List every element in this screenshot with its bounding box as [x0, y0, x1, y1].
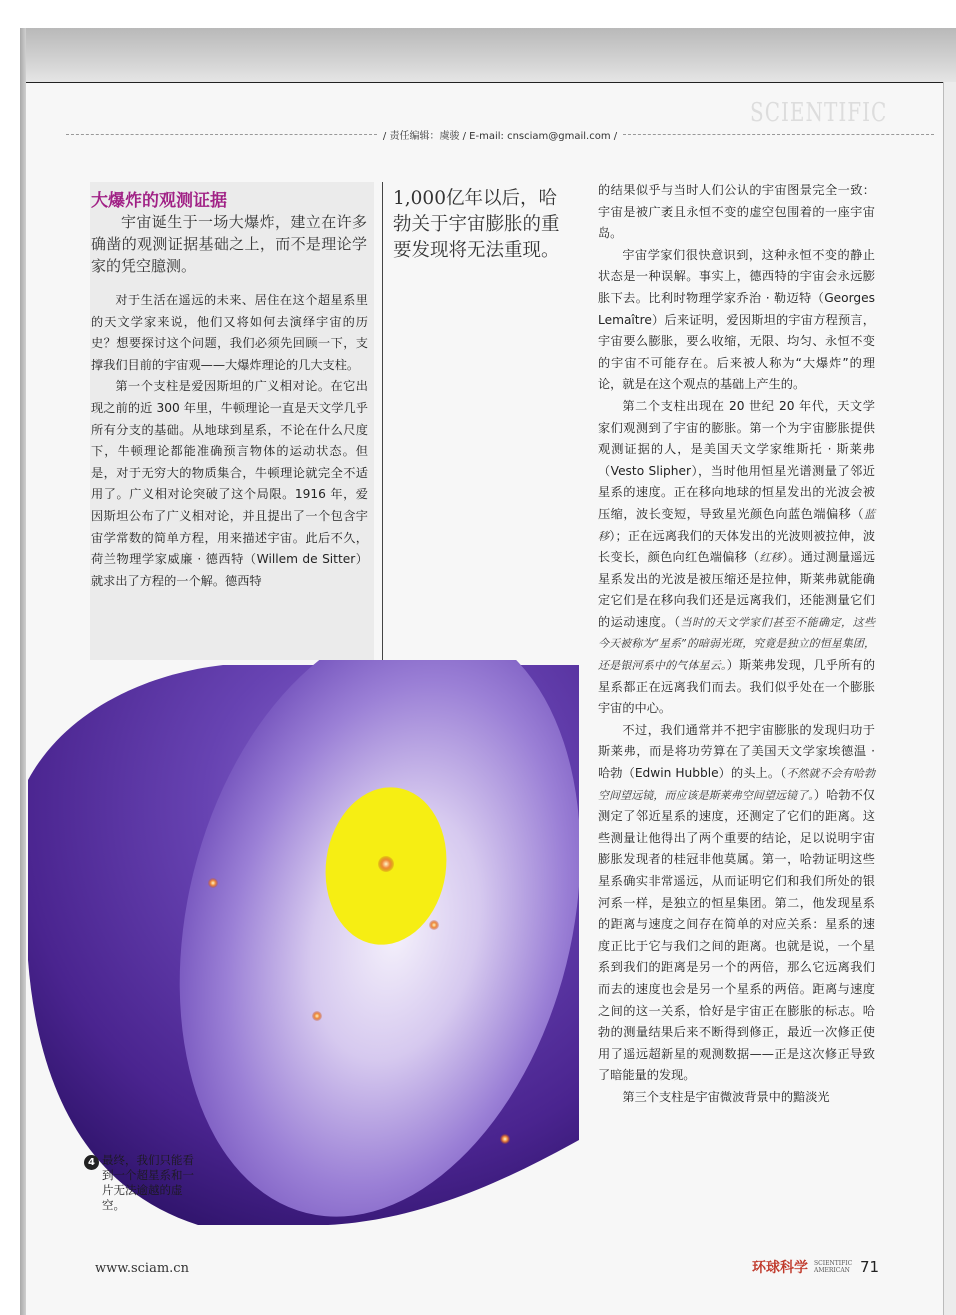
paragraph-text: ）哈勃不仅测定了邻近星系的速度，还测定了它们的距离。这些测量让他得出了两个重要的结论，足以说明宇宙膨胀发现者的桂冠非他莫属。第一，哈勃证明这些星系确实非常遥远，从而证明它们和我们所处的银河系一样，是独立的恒星集团。第二，他发现星系的距离与速度之间存在简单的对应关系：星系的速度正比于它与我们之间的距离。也就是说，一个星系到我们的距离是另一个的两倍，那么它远离我们而去的速度也会是另一个星系的两倍。距离与速度之间的这一关系，恰好是宇宙正在膨胀的标志。哈勃的测量结果后来不断得到修正，最近一次修正使用了遥远超新星的观测数据——正是这次修正导致了暗能量的发现。	[598, 787, 876, 1083]
figure-caption	[84, 1153, 194, 1213]
paragraph	[598, 396, 875, 720]
note-text: 不然就不会有哈勃空间望远镜，而应该是斯莱弗空间望远镜了。	[598, 767, 875, 802]
paragraph: 第一个支柱是爱因斯坦的广义相对论。在它出现之前的近 300 年里，牛顿理论一直是天文学几乎所有分支的基础。从地球到星系，不论在什么尺度下，牛顿理论都能准确预言物体的运动状态。但是，对于无穷大的物质集合，牛顿理论就完全不适用了。广义相对论突破了这个局限。1916 年，爱因斯坦公布了广义相对论，并且提出了一个包含宇宙学常数的简单方程，用来描述宇宙。此后不久，荷兰物理学家威廉 · 德西特（Willem de Sitter）就求出了方程的一个解。德西特	[91, 379, 368, 588]
section-lead: 宇宙诞生于一场大爆炸，建立在许多确凿的观测证据基础之上，而不是理论学家的凭空臆测。	[91, 213, 367, 275]
footer-website: www.sciam.cn	[95, 1261, 189, 1276]
hemisphere-illustration	[28, 660, 579, 1225]
page-top-rule	[26, 82, 944, 83]
paragraph-text: ）。通过测量遥远星系发出的光波是被压缩还是拉伸，斯莱弗就能确定它们是在移向我们还是远离我们，还能测量它们的运动速度。（	[598, 550, 875, 629]
note-text: 红移	[759, 551, 782, 565]
paragraph: 宇宙学家们很快意识到，这种永恒不变的静止状态是一种误解。事实上，德西特的宇宙会永远膨胀下去。比利时物理学家乔治 · 勒迈特（Georges Lemaître）后来证明，爱因斯坦的宇宙方程预言，宇宙要么膨胀，要么收缩，无限、均匀、永恒不变的宇宙不可能存在。后来被人称为“大爆炸”的理论，就是在这个观点的基础上产生的。	[598, 247, 875, 392]
section-title: 大爆炸的观测证据	[91, 191, 227, 211]
page-number: 71	[860, 1258, 880, 1276]
paragraph: 第三个支柱是宇宙微波背景中的黯淡光	[622, 1089, 830, 1104]
header-rule-left	[66, 134, 377, 135]
header-rule-right	[623, 134, 934, 135]
figure-caption-text: 最终，我们只能看到一个超星系和一片无法逾越的虚空。	[102, 1153, 194, 1212]
page-edge	[943, 82, 956, 1315]
figure-number-badge: 4	[84, 1155, 99, 1170]
note-text: 蓝移	[598, 507, 875, 543]
hemisphere-svg	[28, 660, 579, 1225]
pull-quote: 1,000亿年以后，哈勃关于宇宙膨胀的重要发现将无法重现。	[393, 188, 560, 261]
header-watermark: SCIENTIFIC	[750, 96, 888, 128]
scan-shadow-top	[20, 28, 956, 86]
note-text: 当时的天文学家们甚至不能确定，这些今天被称为“星系”的暗弱光斑，究竟是独立的恒星集团，还是银河系中的气体星云。	[598, 615, 875, 673]
paragraph-text: 第二个支柱出现在 20 世纪 20 年代，天文学家们观测到了宇宙的膨胀。第一个为宇宙膨胀提供观测证据的人，是美国天文学家维斯托 · 斯莱弗（Vesto Slipher），当时他用恒星光谱测量了邻近星系的速度。正在移向地球的恒星发出的光波会被压缩，波长变短，导致星光颜色向蓝色端偏移（	[598, 398, 875, 521]
paragraph-text: 不过，我们通常并不把宇宙膨胀的发现归功于斯莱弗，而是将功劳算在了美国天文学家埃德温 · 哈勃（Edwin Hubble）的头上。（	[598, 722, 875, 781]
paragraph: 对于生活在遥远的未来、居住在这个超星系里的天文学家来说，他们又将如何去演绎宇宙的历史？想要探讨这个问题，我们必须先回顾一下，支撑我们目前的宇宙观——大爆炸理论的几大支柱。	[91, 293, 368, 372]
distant-galaxy	[208, 878, 218, 888]
running-header	[60, 126, 940, 142]
distant-galaxy	[312, 1011, 322, 1021]
paragraph-text: ）斯莱弗发现，几乎所有的星系都正在远离我们而去。我们似乎处在一个膨胀宇宙的中心。	[598, 658, 876, 716]
editor-credit: / 责任编辑：虞骏 / E-mail: cnsciam@gmail.com /	[382, 130, 618, 142]
distant-galaxy	[429, 920, 439, 930]
distant-galaxy	[500, 1134, 510, 1144]
column-divider	[382, 182, 383, 660]
brand-chinese: 环球科学	[752, 1260, 808, 1276]
column-3-body	[598, 180, 875, 1109]
central-supergalaxy	[378, 856, 394, 872]
column-1-body	[91, 290, 368, 592]
footer-brand	[752, 1257, 879, 1277]
paragraph: 的结果似乎与当时人们公认的宇宙图景完全一致：宇宙是被广袤且永恒不变的虚空包围着的一座宇宙岛。	[598, 183, 875, 241]
brand-english: SCIENTIFIC AMERICAN	[814, 1260, 853, 1274]
paragraph	[598, 720, 875, 1087]
paragraph-text: ）；正在远离我们的天体发出的光波则被拉伸，波长变长，颜色向红色端偏移（	[598, 528, 876, 565]
